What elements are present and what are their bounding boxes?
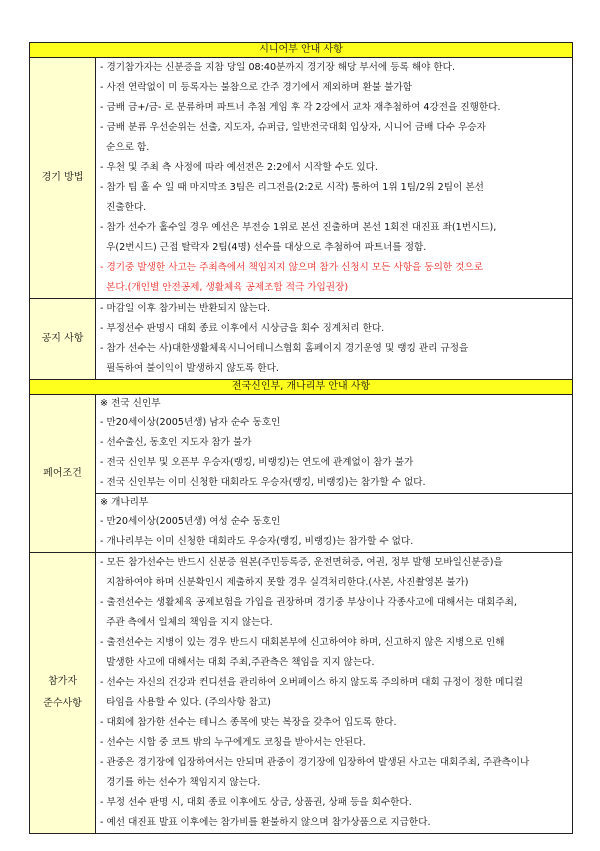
list-item: - 선수는 시합 중 코트 밖의 누구에게도 코칭을 받아서는 안된다. <box>100 737 366 748</box>
list-item: - 개나리부는 이미 신청한 대회라도 우승자(랭킹, 비랭킹)는 참가할 수 없다. <box>100 536 414 547</box>
list-item: 순으로 함. <box>100 142 150 153</box>
group-heading: ※ 전국 신인부 <box>100 398 161 409</box>
warning-item: 본다.(개인별 안전공제, 생활체육 공제조합 적극 가입권장) <box>100 282 349 293</box>
list-item: - 금배 금+/금- 로 분류하며 파트너 추첨 게임 후 각 2강에서 교차 재추첨하여 4강전을 진행한다. <box>100 102 501 113</box>
pair-row <box>30 395 573 553</box>
list-item: 우(2번시드) 근접 탈락자 2팀(4명) 선수를 대상으로 추첨하여 파트너를 정함. <box>100 242 427 253</box>
list-item: 진출한다. <box>100 202 147 213</box>
list-item: - 참가 팀 홀 수 일 때 마지막조 3팀은 리그전을(2:2로 시작) 통하여 1위 1팀/2위 2팀이 본선 <box>100 182 484 193</box>
list-item: - 참가 선수가 홀수일 경우 예선은 부전승 1위로 본선 진출하며 본선 1회전 대진표 좌(1번시드), <box>100 222 497 233</box>
list-item: - 금배 분류 우선순위는 선출, 지도자, 슈퍼급, 일반전국대회 입상자, 시니어 금배 다수 우승자 <box>100 122 486 133</box>
list-item: - 관중은 경기장에 입장하여서는 안되며 관중이 경기장에 입장하여 발생된 사고는 대회주최, 주관측이나 <box>100 757 530 768</box>
rules-row <box>30 58 573 299</box>
list-item: 타임을 사용할 수 있다. (주의사항 참고) <box>100 697 271 708</box>
list-item: - 출전선수는 생활체육 공제보험을 가입을 권장하며 경기중 부상이나 각종사고에 대해서는 대회주최, <box>100 597 517 608</box>
list-item: - 전국 신인부는 이미 신청한 대회라도 우승자(랭킹, 비랭킹)는 참가할 수 없다. <box>100 477 426 488</box>
notice-row <box>30 299 573 380</box>
notice-label: 공지 사항 <box>30 299 96 380</box>
list-item: - 부정선수 판명시 대회 종료 이후에서 시상금을 회수 징계처리 한다. <box>100 323 385 334</box>
document-page <box>29 42 572 834</box>
list-item: - 부정 선수 판명 시, 대회 종료 이후에도 상금, 상품권, 상패 등을 회수한다. <box>100 797 412 808</box>
participant-label-line1: 참가자 <box>48 676 77 687</box>
list-item: - 만20세이상(2005년생) 여성 순수 동호인 <box>100 516 281 527</box>
section-title: 시니어부 안내 사항 <box>30 43 573 58</box>
participant-label-line2: 준수사항 <box>43 698 82 709</box>
list-item: - 우천 및 주최 측 사정에 따라 예선전은 2:2에서 시작할 수도 있다. <box>100 162 378 173</box>
list-item: - 대회에 참가한 선수는 테니스 종목에 맞는 복장을 갖추어 입도록 한다. <box>100 717 397 728</box>
list-item: - 출전선수는 지병이 있는 경우 반드시 대회본부에 신고하여야 하며, 신고하지 않은 지병으로 인해 <box>100 637 505 648</box>
list-item: - 선수는 자신의 건강과 컨디션을 관리하여 오버페이스 하지 않도록 주의하며 대회 규정이 정한 메디컬 <box>100 677 524 688</box>
list-item: - 경기참가자는 신분증을 지참 당일 08:40분까지 경기장 해당 부서에 등록 해야 한다. <box>100 62 455 73</box>
list-item: 경기를 하는 선수가 책임지지 않는다. <box>100 777 261 788</box>
list-item: 주관 측에서 일체의 책임을 지지 않는다. <box>100 617 273 628</box>
list-item: - 마감일 이후 참가비는 반환되지 않는다. <box>100 303 271 314</box>
list-item: - 모든 참가선수는 반드시 신분증 원본(주민등록증, 운전면허증, 여권, 정부 발행 모바일신분증)을 <box>100 557 503 568</box>
participant-label <box>30 553 96 834</box>
info-table <box>29 42 573 834</box>
warning-item: - 경기중 발생한 사고는 주최측에서 책임지지 않으며 참가 신청시 모든 사항을 동의한 것으로 <box>100 262 483 273</box>
list-item: 지참하여야 하며 신분확인시 제출하지 못할 경우 실격처리한다.(사본, 사진촬영본 불가) <box>100 577 469 588</box>
rules-content <box>96 58 573 299</box>
list-item: - 선수출신, 동호인 지도자 참가 불가 <box>100 437 252 448</box>
list-item: - 예선 대진표 발표 이후에는 참가비를 환불하지 않으며 참가상품으로 지급한다. <box>100 817 431 828</box>
list-item: 발생한 사고에 대해서는 대회 주최,주관측은 책임을 지지 않는다. <box>100 657 375 668</box>
section-title: 전국신인부, 개나리부 안내 사항 <box>30 380 573 395</box>
pair-label: 페어조건 <box>30 395 96 553</box>
participant-row <box>30 553 573 834</box>
list-item: - 만20세이상(2005년생) 남자 순수 동호인 <box>100 417 281 428</box>
notice-content <box>96 299 573 380</box>
list-item: - 참가 선수는 사)대한생활체육시니어테니스협회 홈페이지 경기운영 및 랭킹 관리 규정을 <box>100 343 469 354</box>
participant-content <box>96 553 573 834</box>
list-item: 필독하여 불이익이 발생하지 않도록 한다. <box>100 363 279 374</box>
group-heading: ※ 개나리부 <box>96 493 572 512</box>
rules-label: 경기 방법 <box>30 58 96 299</box>
section-header-rookie <box>30 380 573 395</box>
list-item: - 전국 신인부 및 오픈부 우승자(랭킹, 비랭킹)는 연도에 관계없이 참가 불가 <box>100 457 414 468</box>
list-item: - 사전 연락없이 미 등록자는 불참으로 간주 경기에서 제외하며 환불 불가함 <box>100 82 412 93</box>
section-header-senior <box>30 43 573 58</box>
pair-content <box>96 395 573 553</box>
